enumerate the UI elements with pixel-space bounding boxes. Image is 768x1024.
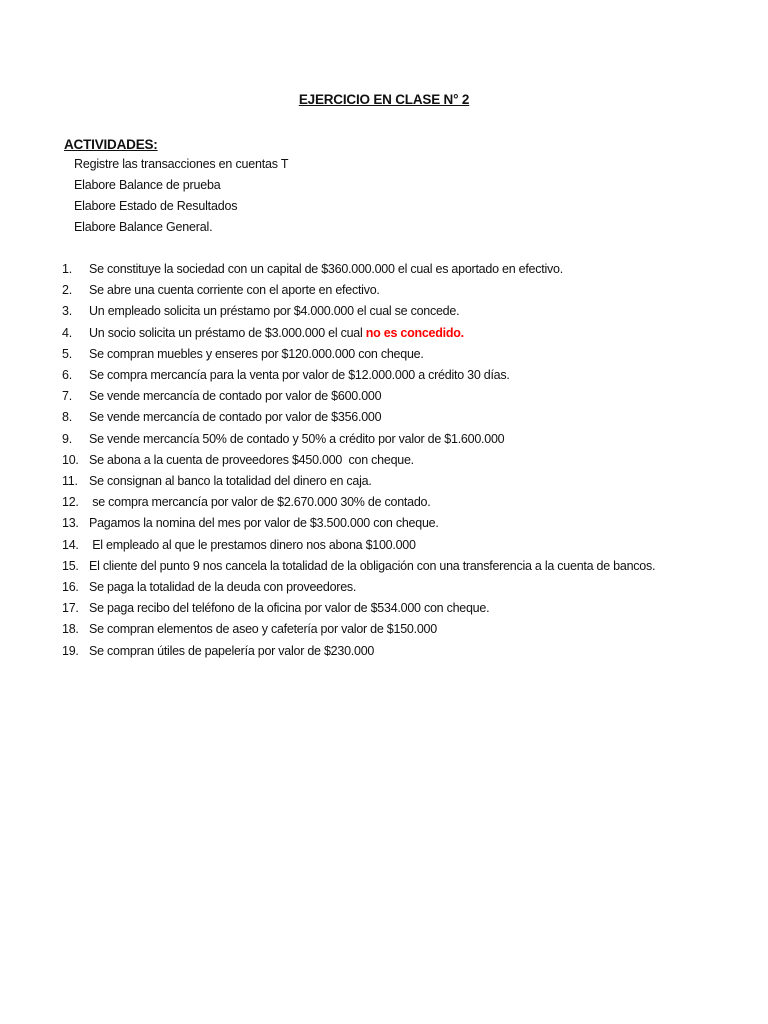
highlighted-text: no es concedido. bbox=[365, 325, 464, 340]
transaction-item bbox=[62, 641, 655, 662]
item-number: 14. bbox=[62, 537, 79, 552]
page-title: EJERCICIO EN CLASE N° 2 bbox=[298, 92, 470, 107]
item-number: 17. bbox=[62, 601, 79, 616]
transaction-item bbox=[62, 407, 655, 428]
item-number: 12. bbox=[62, 495, 79, 510]
item-number: 19. bbox=[62, 643, 79, 658]
activity-item: Registre las transacciones en cuentas T bbox=[74, 157, 289, 171]
transaction-item bbox=[62, 513, 655, 534]
item-text: Se compran muebles y enseres por $120.000.000 con cheque. bbox=[89, 346, 424, 361]
item-text: Se paga recibo del teléfono de la oficina por valor de $534.000 con cheque. bbox=[89, 601, 490, 616]
transaction-item bbox=[62, 450, 655, 471]
item-text: Se vende mercancía de contado por valor de $356.000 bbox=[89, 410, 382, 425]
item-number: 1. bbox=[62, 262, 72, 276]
item-text: Se compra mercancía para la venta por valor de $12.000.000 a crédito 30 días. bbox=[89, 368, 510, 383]
transactions-list bbox=[62, 259, 655, 662]
item-number: 10. bbox=[62, 452, 79, 467]
item-text: Se abre una cuenta corriente con el aporte en efectivo. bbox=[89, 283, 380, 298]
transaction-item bbox=[62, 323, 655, 344]
item-text: Se vende mercancía 50% de contado y 50% a crédito por valor de $1.600.000 bbox=[89, 431, 505, 446]
activities-list bbox=[74, 154, 288, 238]
item-text: Se compran útiles de papelería por valor de $230.000 bbox=[89, 643, 375, 658]
item-text: Se constituye la sociedad con un capital de $360.000.000 el cual es aportado en efectivo. bbox=[89, 262, 563, 276]
transaction-item bbox=[62, 301, 655, 322]
item-number: 15. bbox=[62, 558, 79, 573]
transaction-item bbox=[62, 344, 655, 365]
item-number: 9. bbox=[62, 431, 72, 446]
transaction-item bbox=[62, 577, 655, 598]
transaction-item bbox=[62, 259, 655, 280]
item-number: 8. bbox=[62, 410, 72, 425]
transaction-item bbox=[62, 471, 655, 492]
transaction-item bbox=[62, 619, 655, 640]
item-number: 7. bbox=[62, 389, 72, 404]
item-text: Un empleado solicita un préstamo por $4.000.000 el cual se concede. bbox=[89, 304, 460, 319]
item-number: 6. bbox=[62, 368, 72, 383]
item-text: Se abona a la cuenta de proveedores $450.000 con cheque. bbox=[89, 452, 414, 467]
activity-item: Elabore Balance de prueba bbox=[74, 178, 221, 192]
item-text: Pagamos la nomina del mes por valor de $3.500.000 con cheque. bbox=[89, 516, 439, 531]
transaction-item bbox=[62, 492, 655, 513]
transaction-item bbox=[62, 556, 655, 577]
transaction-item bbox=[62, 280, 655, 301]
item-text: El empleado al que le prestamos dinero nos abona $100.000 bbox=[89, 537, 416, 552]
item-text: Se compran elementos de aseo y cafetería por valor de $150.000 bbox=[89, 622, 437, 637]
item-number: 16. bbox=[62, 580, 79, 595]
item-number: 2. bbox=[62, 283, 72, 298]
transaction-item bbox=[62, 365, 655, 386]
item-text: Se paga la totalidad de la deuda con proveedores. bbox=[89, 580, 357, 595]
item-number: 3. bbox=[62, 304, 72, 319]
transaction-item bbox=[62, 598, 655, 619]
activity-item: Elabore Estado de Resultados bbox=[74, 199, 238, 213]
item-number: 13. bbox=[62, 516, 79, 531]
item-text: se compra mercancía por valor de $2.670.000 30% de contado. bbox=[89, 495, 431, 510]
transaction-item bbox=[62, 535, 655, 556]
item-number: 5. bbox=[62, 346, 72, 361]
item-number: 18. bbox=[62, 622, 79, 637]
item-number: 4. bbox=[62, 325, 72, 340]
item-text: Un socio solicita un préstamo de $3.000.000 el cual bbox=[89, 325, 366, 340]
activities-heading: ACTIVIDADES: bbox=[64, 137, 158, 152]
item-text: El cliente del punto 9 nos cancela la totalidad de la obligación con una transferencia a la cuenta de bancos. bbox=[89, 558, 656, 573]
activity-item: Elabore Balance General. bbox=[74, 220, 213, 234]
transaction-item bbox=[62, 429, 655, 450]
item-number: 11. bbox=[62, 474, 78, 489]
item-text: Se vende mercancía de contado por valor de $600.000 bbox=[89, 389, 382, 404]
item-text: Se consignan al banco la totalidad del dinero en caja. bbox=[89, 474, 372, 489]
transaction-item bbox=[62, 386, 655, 407]
